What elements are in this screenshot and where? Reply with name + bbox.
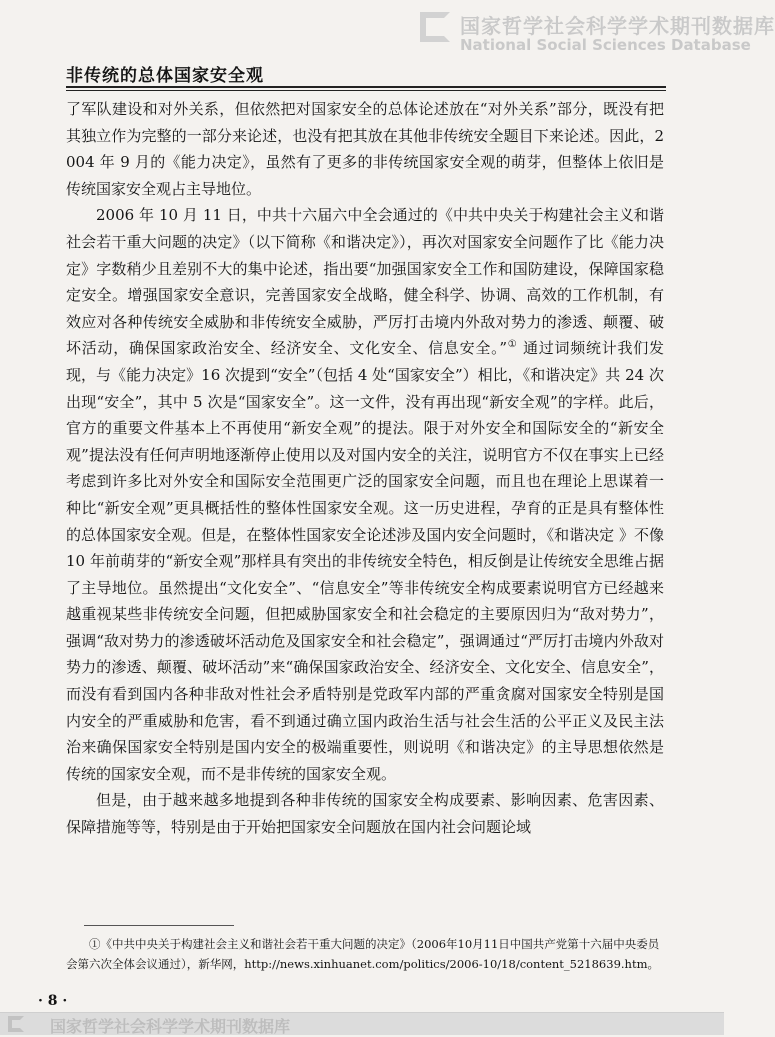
bottom-watermark-text: 国家哲学社会科学学术期刊数据库 [50,1017,291,1036]
watermark-title-cn: 国家哲学社会科学学术期刊数据库 [460,14,775,38]
paragraph: 但是，由于越来越多地提到各种非传统的国家安全构成要素、影响因素、危害因素、保障措施等等，特别是由于开始把国家安全问题放在国内社会问题论域 [66,791,664,837]
header-rule [66,86,666,91]
paragraph [66,202,664,787]
database-logo-icon [420,12,450,42]
body-text [66,96,664,841]
paragraph-text: 2006 年 10 月 11 日，中共十六届六中全会通过的《中共中央关于构建社会主义和谐社会若干重大问题的决定》（以下简称《和谐决定》），再次对国家安全问题作了比《能力决定》字数稍少且差别不大的集中论述，指出要“加强国家安全工作和国防建设，保障国家稳定安全。增强国家安全意识，完善国家安全战略，健全科学、协调、高效的工作机制，有效应对各种传统安全威胁和非传统安全威胁，严厉打击境内外敌对势力的渗透、颠覆、破坏活动，确保国家政治安全、经济安全、文化安全、信息安全。” [66,206,664,358]
database-logo-small-icon [8,1016,24,1032]
footnote: ①《中共中央关于构建社会主义和谐社会若干重大问题的决定》（2006年10月11日中国共产党第十六届中央委员会第六次全体会议通过），新华网，http://news.xinhuanet.com/politics/2006-10/18/content_5218639.htm。 [66,937,660,971]
page-number: · 8 · [38,993,68,1009]
paragraph: 了军队建设和对外关系，但依然把对国家安全的总体论述放在“对外关系”部分，既没有把其独立作为完整的一部分来论述，也没有把其放在其他非传统安全题目下来论述。因此，2004 年 9 月的《能力决定》，虽然有了更多的非传统国家安全观的萌芽，但整体上依旧是传统国家安全观占主导地位。 [66,100,664,198]
footnote-rule [84,925,234,926]
bottom-watermark-band [0,1012,724,1035]
paragraph-text: 通过词频统计我们发现，与《能力决定》16 次提到“安全”（包括 4 处“国家安全”）相比，《和谐决定》共 24 次出现“安全”，其中 5 次是“国家安全”。这一文件，没有再出现“新安全观”的字样。此后，官方的重要文件基本上不再使用“新安全观”的提法。限于对外安全和国际安全的“新安全观”提法没有任何声明地逐渐停止使用以及对国内安全的关注，说明官方不仅在事实上已经考虑到许多比对外安全和国际安全范围更广泛的国家安全问题，而且也在理论上思谋着一种比“新安全观”更具概括性的整体性国家安全观。这一历史进程，孕育的正是具有整体性的总体国家安全观。但是，在整体性国家安全论述涉及国内安全问题时，《和谐决定 》不像 10 年前萌芽的“新安全观”那样具有突出的非传统安全特色，相反倒是让传统安全思维占据了主导地位。虽然提出“文化安全”、“信息安全”等非传统安全构成要素说明官方已经越来越重视某些非传统安全问题，但把威胁国家安全和社会稳定的主要原因归为“敌对势力”，强调“敌对势力的渗透破坏活动危及国家安全和社会稳定”，强调通过“严厉打击境内外敌对势力的渗透、颠覆、破坏活动”来“确保国家政治安全、经济安全、文化安全、信息安全”，而没有看到国内各种非敌对性社会矛盾特别是党政军内部的严重贪腐对国家安全特别是国内安全的严重威胁和危害，看不到通过确立国内政治生活与社会生活的公平正义及民主法治来确保国家安全特别是国内安全的极端重要性，则说明《和谐决定》的主导思想依然是传统的国家安全观，而不是非传统的国家安全观。 [66,339,664,783]
running-header: 非传统的总体国家安全观 [66,66,264,86]
watermark-title-en: National Social Sciences Database [460,36,751,54]
database-watermark [420,8,775,56]
footnote-reference[interactable]: ① [507,339,518,351]
